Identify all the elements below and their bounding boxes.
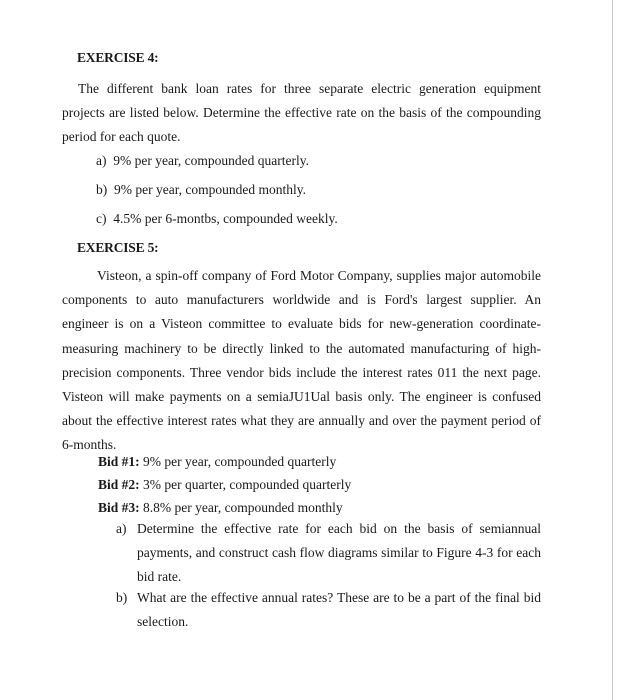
bid-3	[98, 500, 343, 516]
paragraph-line: components to auto manufacturers worldwide and is Ford's largest supplier. An	[62, 292, 541, 308]
exercise-4-heading: EXERCISE 4:	[77, 50, 159, 65]
paragraph-line: projects are listed below. Determine the effective rate on the basis of the compounding	[62, 105, 541, 121]
paragraph-line: Visteon, a spin-off company of Ford Motor Company, supplies major automobile	[97, 268, 541, 283]
paragraph-line: measuring machinery to be directly linked to the automated manufacturing of high-	[62, 340, 541, 356]
bid-text: 3% per quarter, compounded quarterly	[143, 477, 352, 492]
question-text	[137, 517, 541, 590]
paragraph-line: about the effective interest rates what they are annually and over the payment period of	[62, 413, 541, 429]
paragraph-line: engineer is on a Visteon committee to evaluate bids for new-generation coordinate-	[62, 316, 541, 332]
question-marker: a)	[116, 521, 127, 536]
bid-label: Bid #3:	[98, 500, 140, 515]
exercise-4-item-c	[96, 211, 338, 227]
question-line: What are the effective annual rates? These are to be a part of the final bid	[137, 590, 541, 605]
question-line: bid rate.	[137, 569, 182, 585]
exercise-4-item-b	[96, 182, 306, 198]
item-marker: b)	[96, 182, 108, 197]
bid-2	[98, 477, 351, 493]
item-text: 4.5% per 6-montbs, compounded weekly.	[113, 211, 338, 226]
paragraph-line: The different bank loan rates for three separate electric generation equipment	[78, 81, 541, 96]
item-marker: c)	[96, 211, 107, 226]
question-line: Determine the effective rate for each bid on the basis of semiannual	[137, 521, 541, 536]
paragraph-line: Visteon will make payments on a semiaJU1Ual basis only. The engineer is confused	[62, 389, 541, 405]
item-text: 9% per year, compounded monthly.	[114, 182, 307, 197]
bid-label: Bid #1:	[98, 454, 140, 469]
page-edge-divider	[612, 0, 613, 700]
bid-label: Bid #2:	[98, 477, 140, 492]
bid-1	[98, 454, 336, 470]
question-line: selection.	[137, 614, 189, 630]
paragraph-line: 6-months.	[62, 437, 117, 453]
question-a	[116, 517, 541, 597]
exercise-5-heading: EXERCISE 5:	[77, 240, 159, 255]
paragraph-line: period for each quote.	[62, 129, 181, 145]
question-text	[137, 586, 541, 634]
question-line: payments, and construct cash flow diagrams similar to Figure 4-3 for each	[137, 545, 541, 561]
bid-text: 8.8% per year, compounded monthly	[143, 500, 343, 515]
question-marker: b)	[116, 590, 128, 605]
item-marker: a)	[96, 153, 107, 168]
bid-text: 9% per year, compounded quarterly	[143, 454, 337, 469]
paragraph-line: precision components. Three vendor bids include the interest rates 011 the next page.	[62, 364, 541, 380]
question-b	[116, 586, 541, 638]
exercise-5-paragraph	[62, 264, 541, 458]
exercise-4-paragraph	[62, 77, 541, 150]
exercise-4-item-a	[96, 153, 309, 169]
item-text: 9% per year, compounded quarterly.	[113, 153, 310, 168]
